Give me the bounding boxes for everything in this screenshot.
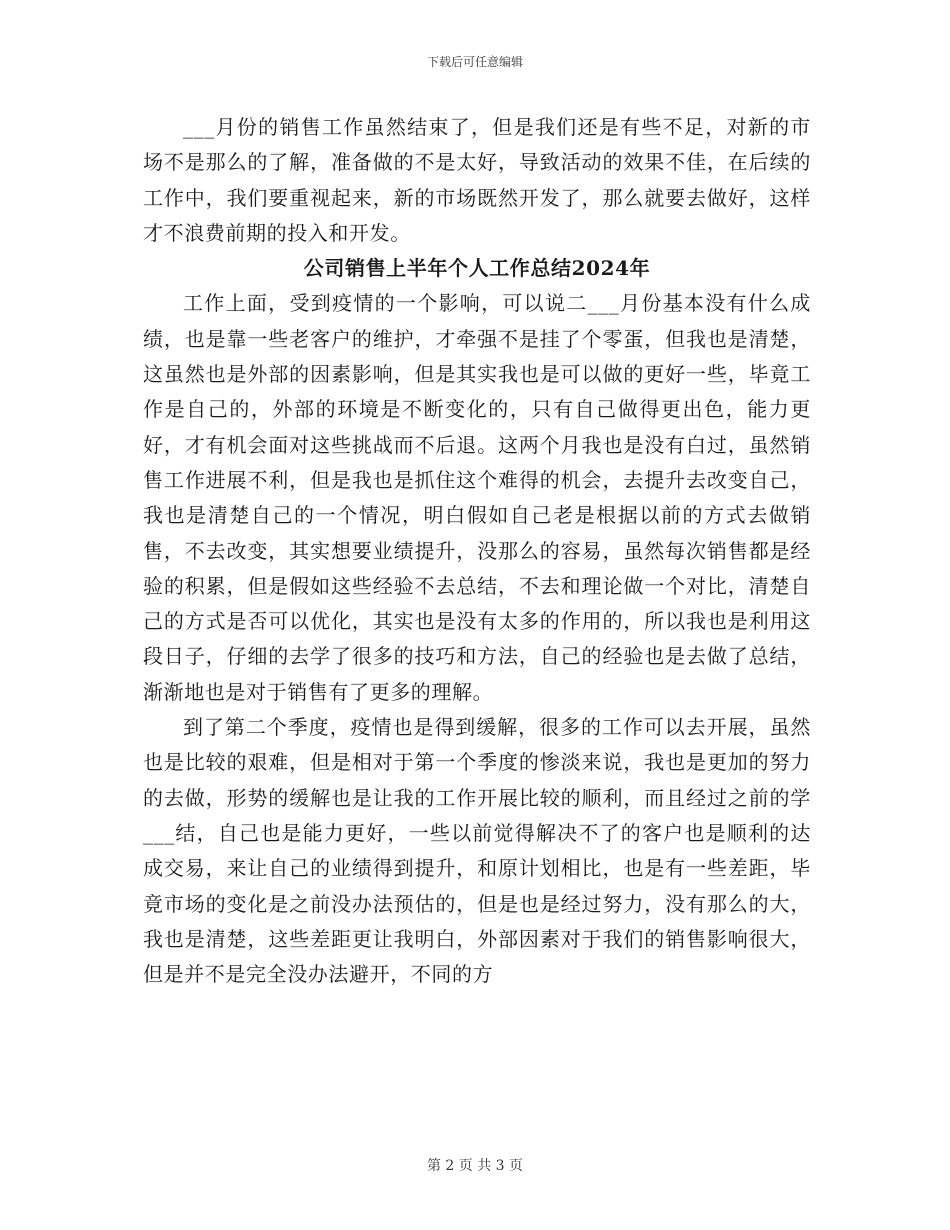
paragraph-2: 工作上面，受到疫情的一个影响，可以说二___月份基本没有什么成绩，也是靠一些老客户的维护，才牵强不是挂了个零蛋，但我也是清楚，这虽然也是外部的因素影响，但是其实我也是可以做的更好一些，毕竟工作是自己的，外部的环境是不断变化的，只有自己做得更出色，能力更好，才有机会面对这些挑战而不后退。这两个月我也是没有白过，虽然销售工作进展不利，但是我也是抓住这个难得的机会，去提升去改变自己，我也是清楚自己的一个情况，明白假如自己老是根据以前的方式去做销售，不去改变，其实想要业绩提升，没那么的容易，虽然每次销售都是经验的积累，但是假如这些经验不去总结，不去和理论做一个对比，清楚自己的方式是否可以优化，其实也是没有太多的作用的，所以我也是利用这段日子，仔细的去学了很多的技巧和方法，自己的经验也是去做了总结，渐渐地也是对于销售有了更多的理解。 [143,291,811,704]
paragraph-3: 到了第二个季度，疫情也是得到缓解，很多的工作可以去开展，虽然也是比较的艰难，但是相对于第一个季度的惨淡来说，我也是更加的努力的去做，形势的缓解也是让我的工作开展比较的顺利，而且经过之前的学___结，自己也是能力更好，一些以前觉得解决不了的客户也是顺利的达成交易，来让自己的业绩得到提升，和原计划相比，也是有一些差距，毕竟市场的变化是之前没办法预估的，但是也是经过努力，没有那么的大，我也是清楚，这些差距更让我明白，外部因素对于我们的销售影响很大，但是并不是完全没办法避开，不同的方 [143,715,811,987]
section-title: 公司销售上半年个人工作总结2024年 [303,256,651,281]
paragraph-1: ___月份的销售工作虽然结束了，但是我们还是有些不足，对新的市场不是那么的了解，准备做的不是太好，导致活动的效果不佳，在后续的工作中，我们要重视起来，新的市场既然开发了，那么就要去做好，这样才不浪费前期的投入和开发。 [143,115,811,245]
page-header: 下载后可任意编辑 [426,55,523,69]
page-footer: 第 2 页 共 3 页 [426,1158,524,1174]
document-body [143,110,811,992]
